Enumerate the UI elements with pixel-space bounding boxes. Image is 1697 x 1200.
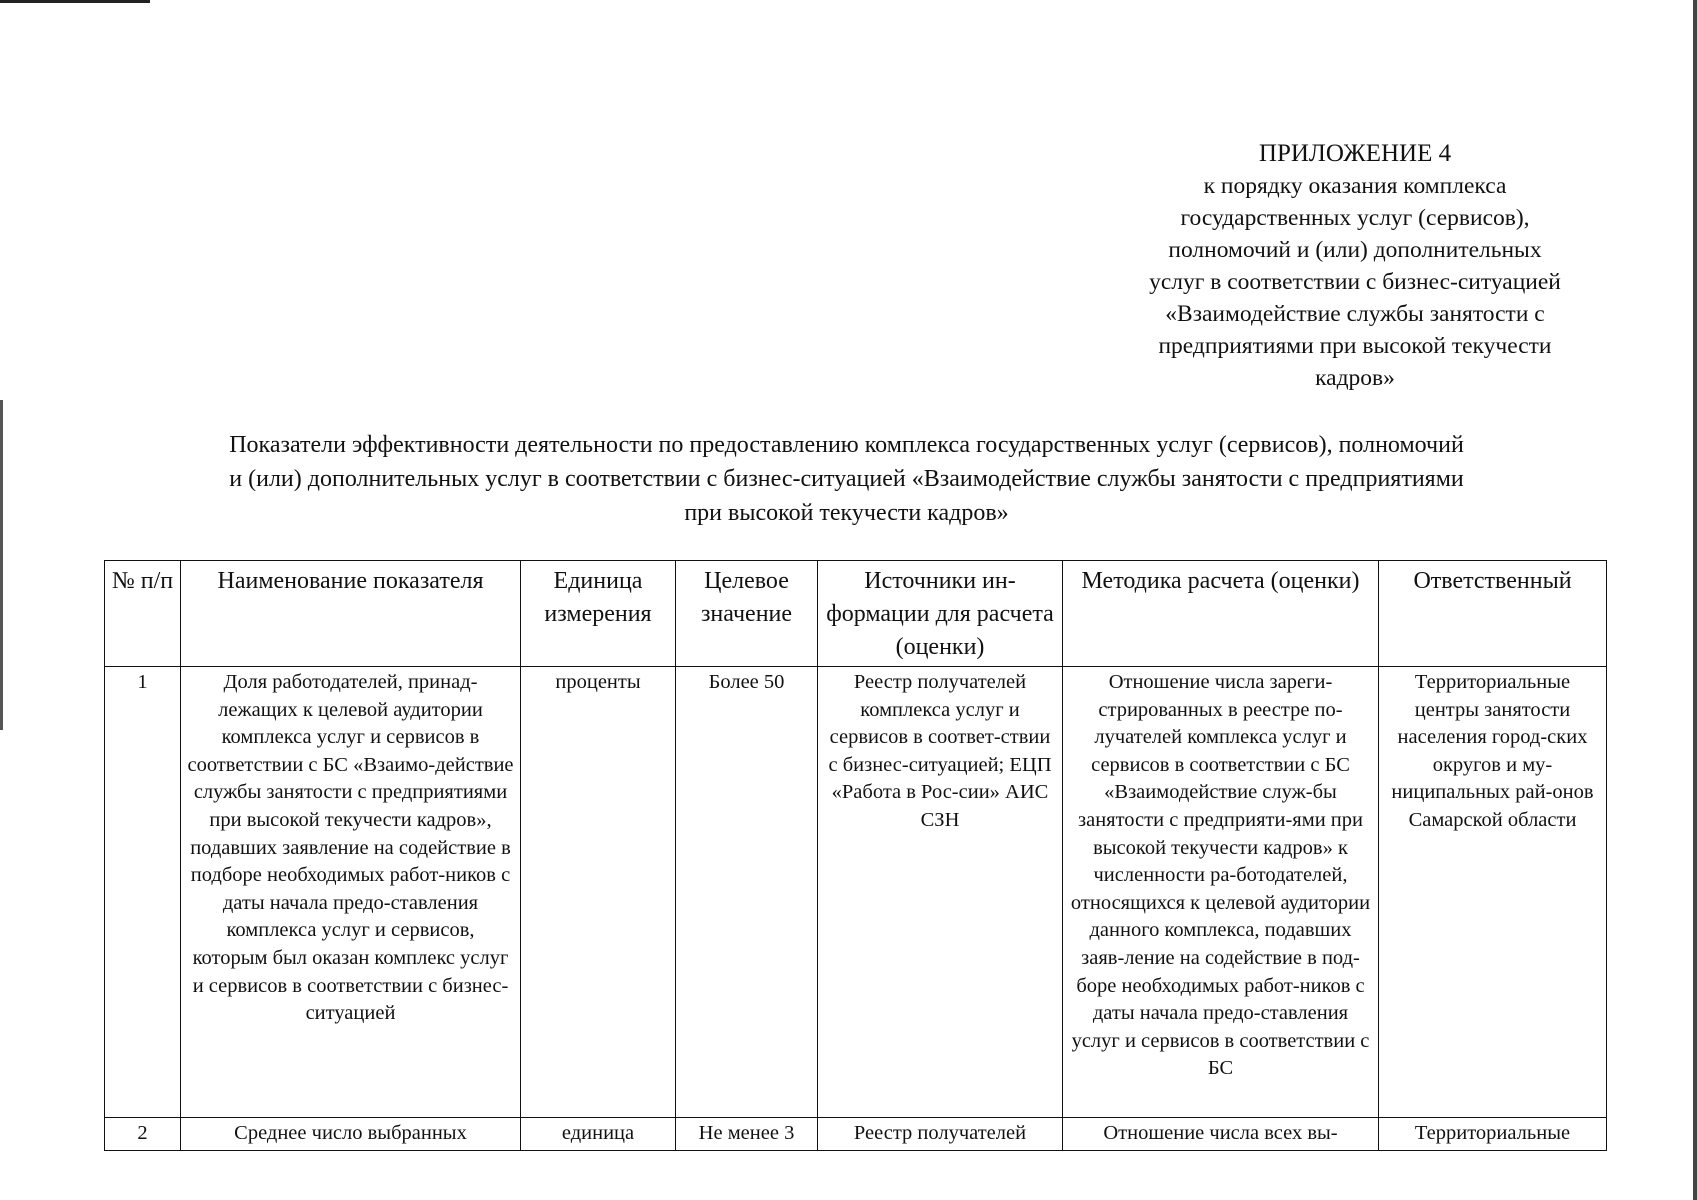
cell-method: Отношение числа зареги-стрированных в реестре по-лучателей комплекса услуг и сервисов в соответствии с БС «Взаимодействие служ-бы занятости с предприяти-ями при высокой текучести кадров» к численности ра-ботодателей, относящихся к целевой аудитории данного комплекса, подавших заяв-ление на содействие в под-боре необходимых работ-ников с даты начала предо-ставления услуг и сервисов в соответствии с БС (1063, 667, 1379, 1118)
cell-num: 2 (105, 1118, 181, 1151)
appendix-line: кадров» (1315, 365, 1395, 391)
header-num: № п/п (105, 561, 181, 667)
cell-sources: Реестр получателей (818, 1118, 1063, 1151)
document-title-line: и (или) дополнительных услуг в соответствии с бизнес-ситуацией «Взаимодействие службы занятости с предприятиями (229, 466, 1464, 492)
cell-responsible: Территориальные (1379, 1118, 1607, 1151)
table-row (105, 1118, 1607, 1151)
document-title-line: Показатели эффективности деятельности по предоставлению комплекса государственных услуг (сервисов), полномочий (229, 432, 1464, 458)
appendix-line: к порядку оказания комплекса (1203, 173, 1507, 199)
cell-unit: единица (521, 1118, 676, 1151)
header-target: Целевое значение (676, 561, 818, 667)
appendix-header (1040, 138, 1670, 394)
appendix-line: «Взаимодействие службы занятости с (1165, 301, 1545, 327)
appendix-title: ПРИЛОЖЕНИЕ 4 (1258, 140, 1452, 167)
scan-edge-mark (0, 0, 150, 3)
header-sources: Источники ин-формации для расчета (оценки) (818, 561, 1063, 667)
indicators-table (104, 560, 1607, 1151)
appendix-line: полномочий и (или) дополнительных (1168, 237, 1542, 263)
cell-target: Не менее 3 (676, 1118, 818, 1151)
header-unit: Единица измерения (521, 561, 676, 667)
cell-sources: Реестр получателей комплекса услуг и сервисов в соответ-ствии с бизнес-ситуацией; ЕЦП «Работа в Рос-сии» АИС СЗН (818, 667, 1063, 1118)
appendix-line: предприятиями при высокой текучести (1158, 333, 1552, 359)
table-row (105, 667, 1607, 1118)
cell-name: Среднее число выбранных (181, 1118, 521, 1151)
cell-target: Более 50 (676, 667, 818, 1118)
scan-edge-mark (1693, 0, 1697, 1200)
table-header-row (105, 561, 1607, 667)
document-title-line: при высокой текучести кадров» (684, 500, 1009, 526)
cell-responsible: Территориальные центры занятости населения город-ских округов и му-ниципальных рай-онов Самарской области (1379, 667, 1607, 1118)
cell-unit: проценты (521, 667, 676, 1118)
appendix-line: государственных услуг (сервисов), (1180, 205, 1530, 231)
cell-method: Отношение числа всех вы- (1063, 1118, 1379, 1151)
header-responsible: Ответственный (1379, 561, 1607, 667)
document-title (104, 428, 1589, 530)
cell-name: Доля работодателей, принад-лежащих к целевой аудитории комплекса услуг и сервисов в соответствии с БС «Взаимо-действие службы занятости с предприятиями при высокой текучести кадров», подавших заявление на содействие в подборе необходимых работ-ников с даты начала предо-ставления комплекса услуг и сервисов, которым был оказан комплекс услуг и сервисов в соответствии с бизнес-ситуацией (181, 667, 521, 1118)
scan-edge-mark (0, 400, 3, 730)
header-name: Наименование показателя (181, 561, 521, 667)
appendix-line: услуг в соответствии с бизнес-ситуацией (1149, 269, 1561, 295)
header-method: Методика расчета (оценки) (1063, 561, 1379, 667)
cell-num: 1 (105, 667, 181, 1118)
